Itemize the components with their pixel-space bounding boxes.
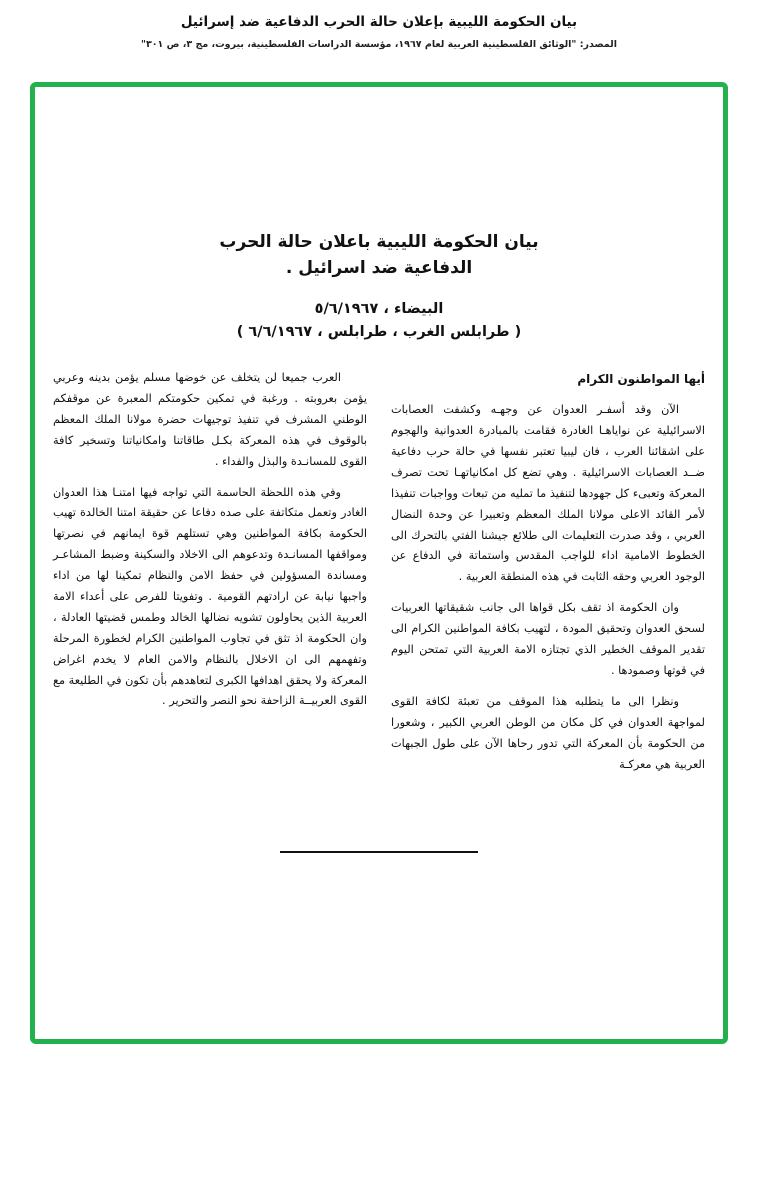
document-dates: [53, 298, 705, 344]
header-source: المصدر: "الوثائق الفلسطينية العربية لعام ١٩٦٧، مؤسسة الدراسات الفلسطينية، بيروت، مج ٣، ص ٣٠١": [140, 39, 618, 50]
two-column-text: [53, 368, 705, 785]
right-paragraph-3: ونظرا الى ما يتطلبه هذا الموقف من تعبئة لكافة القوى لمواجهة العدوان في كل مكان من الوطن العربي الكبير ، وشعورا من الحكومة بأن المعركة التي تدور رحاها الآن على طول الجبهات العربية هي معركـة: [391, 694, 705, 771]
bottom-divider-line: [280, 851, 478, 853]
document-body: [35, 229, 723, 1181]
header-title: بيان الحكومة الليبية بإعلان حالة الحرب الدفاعية ضد إسرائيل: [180, 14, 578, 30]
document-date-line2: ( طرابلس الغرب ، طرابلس ، ٦/٦/١٩٦٧ ): [236, 323, 522, 340]
left-paragraph-2: وفي هذه اللحظة الحاسمة التي تواجه فيها امتنـا هذا العدوان الغادر وتعمل متكاتفة على صده دفاعا عن حقيقة امتنا الخالدة تهيب الحكومة بكافة المواطنين وهي تستلهم قوة ايمانهم في نصرتها ومواقفها المسانـدة وتدعوهم الى الاخلاد والسكينة وضبط المشاعـر ومساندة المسؤولين في حفظ الامن والنظام تمكينا لها من اداء واجبها نيابة عن ارادتهم القومية . وتفويتا للفرص على أعداء الامة العربية الذين يحاولون تشويه نضالها الخالد وطمس قضيتها العادلة ، وان الحكومة اذ تثق في تجاوب المواطنين الكرام لخطورة المرحلة وتفهمهم الى ان الاخلال بالنظام والامن العام لا يخدم اغراض المعركة ولا يحقق اهدافها الكبرى لتعاهدهم بأن تكون في الطليعة مع القوى العربيــة الزاحفة نحو النصر والتحرير .: [52, 485, 367, 708]
left-column: [53, 368, 367, 785]
right-paragraph-2: وان الحكومة اذ تقف بكل قواها الى جانب شقيقاتها العربيات لسحق العدوان وتحقيق المودة ، لتهيب بكافة المواطنين الكرام الى تقدير الموقف الخطير الذي تجتازه الامة العربية التي تمتحن اليوم في قوتها وصمودها .: [391, 601, 705, 677]
right-paragraph-1: الآن وقد أسفـر العدوان عن وجهـه وكشفت العصابات الاسرائيلية عن نواياهـا الغادرة فقامت بالمبادرة العدوانية والهجوم على اشقائنا العرب ، فان ليبيا تعتبر نفسها في حالة حرب دفاعية ضــد العصابات الاسرائيلية . وهي تضع كل امكانياتهـا تحت تصرف المعركة وتعبىء كل جهودها لتنفيذ ما تمليه من تبعات وواجبات تنفيذا لأمر القائد الاعلى مولانا الملك المعظم وتعبيرا عن وحدة النضال العربي ، وقد صدرت التعليمات الى طلائع جيشنا الفتي بالتحرك الى الخطوط الامامية اداء للواجب المقدس واستماتة في الدفاع عن الوجود العربي وحقه الثابت في هذه المنطقة العربية .: [391, 403, 705, 584]
document-green-frame: [30, 82, 728, 1044]
page-header: [0, 0, 758, 50]
left-paragraph-1: العرب جميعا لن يتخلف عن خوضها مسلم يؤمن بدينه وعربي يؤمن بعروبته . ورغبة في تمكين حكومتكم المعبرة عن موقفكم الوطني المشرف في تنفيذ توجيهات حضرة مولانا الملك المعظم بالوقوف في هذه المعركة بكـل طاقاتنا وامكانياتنا وتسخير كافة القوى للمسانـدة والبذل والفداء .: [53, 371, 367, 468]
document-date-line1: البيضاء ، ٥/٦/١٩٦٧: [314, 300, 444, 317]
document-title: [53, 229, 705, 282]
right-column: [391, 368, 705, 785]
salutation: أيها المواطنون الكرام: [577, 372, 705, 387]
document-title-line1: بيان الحكومة الليبية باعلان حالة الحرب: [219, 232, 539, 252]
document-title-line2: الدفاعية ضد اسرائيل .: [285, 258, 473, 279]
